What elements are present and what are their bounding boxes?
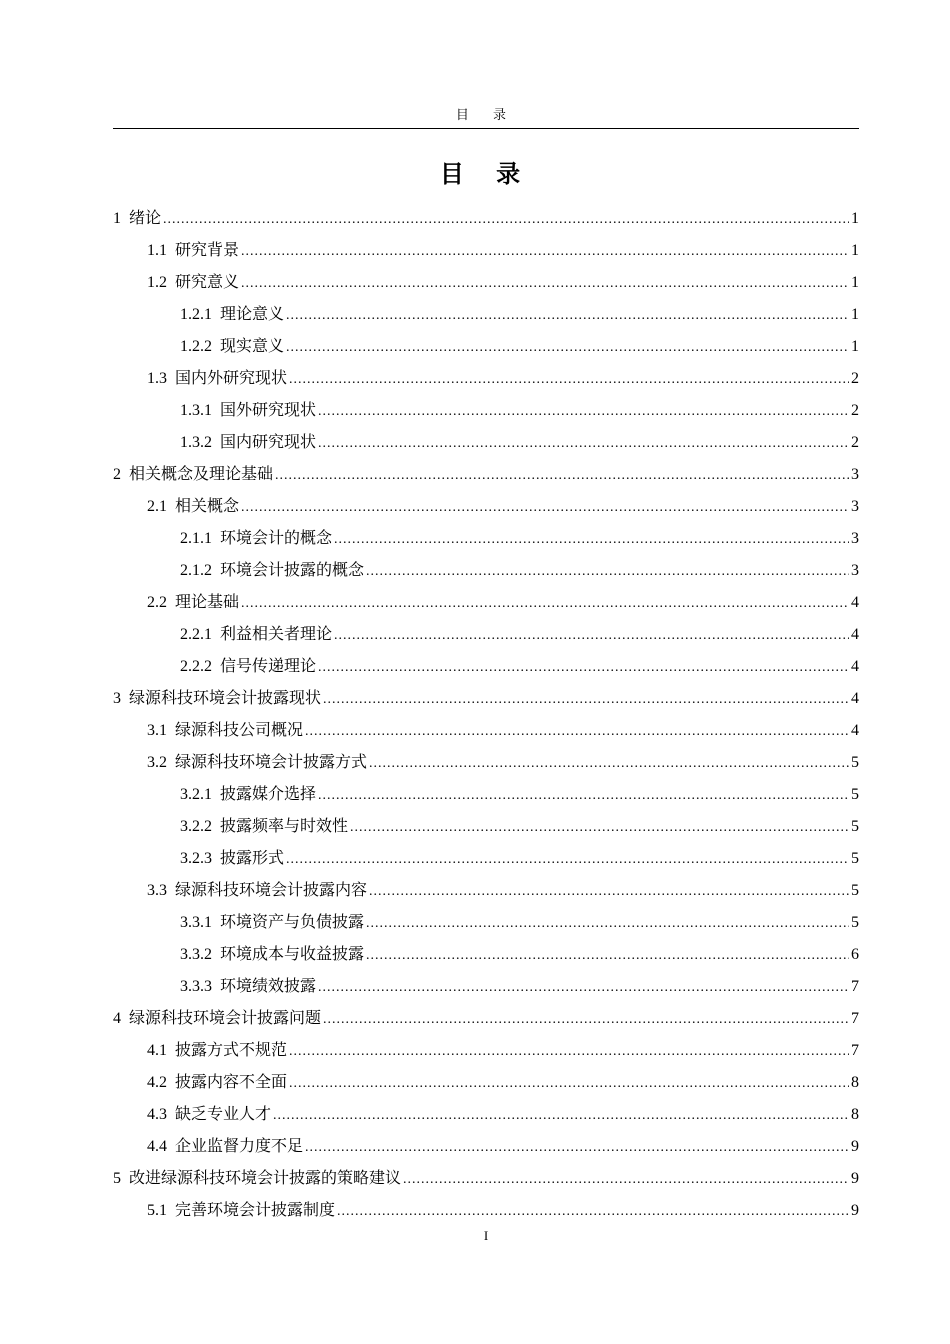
toc-entry[interactable] <box>113 1162 859 1194</box>
toc-entry-title: 完善环境会计披露制度 <box>175 1200 336 1219</box>
toc-entry-title: 环境资产与负债披露 <box>220 912 365 931</box>
toc-entry-page: 5 <box>851 850 859 867</box>
toc-entry-title: 研究背景 <box>175 240 240 259</box>
toc-entry-page: 8 <box>851 1074 859 1091</box>
toc-entry-title: 企业监督力度不足 <box>175 1136 304 1155</box>
toc-entry-page: 9 <box>851 1202 859 1219</box>
toc-entry[interactable] <box>113 810 859 842</box>
toc-entry-number: 2.1.2 <box>180 562 212 579</box>
toc-entry-page: 4 <box>851 722 859 739</box>
toc-entry-title: 披露形式 <box>220 848 285 867</box>
toc-entry-title: 披露方式不规范 <box>175 1040 288 1059</box>
toc-entry-page: 5 <box>851 818 859 835</box>
toc-entry-title: 绿源科技环境会计披露内容 <box>175 880 368 899</box>
toc-entry-page: 5 <box>851 914 859 931</box>
toc-dot-leader <box>305 716 849 748</box>
toc-entry[interactable] <box>113 426 859 458</box>
toc-dot-leader <box>366 940 849 972</box>
toc-entry-title: 环境绩效披露 <box>220 976 317 995</box>
toc-entry[interactable] <box>113 458 859 490</box>
running-header: 目 录 <box>455 108 517 123</box>
toc-entry-title: 改进绿源科技环境会计披露的策略建议 <box>129 1168 402 1187</box>
toc-entry-number: 2.2.2 <box>180 658 212 675</box>
toc-entry-page: 7 <box>851 1042 859 1059</box>
toc-entry-page: 7 <box>851 1010 859 1027</box>
toc-entry-page: 4 <box>851 658 859 675</box>
toc-entry[interactable] <box>113 682 859 714</box>
toc-entry[interactable] <box>113 1098 859 1130</box>
toc-entry-title: 现实意义 <box>220 336 285 355</box>
toc-entry-page: 7 <box>851 978 859 995</box>
toc-dot-leader <box>366 908 849 940</box>
toc-dot-leader <box>369 876 849 908</box>
toc-dot-leader <box>318 396 849 428</box>
toc-dot-leader <box>241 588 849 620</box>
toc-entry-number: 2.1.1 <box>180 530 212 547</box>
toc-entry-title: 披露媒介选择 <box>220 784 317 803</box>
toc-entry-page: 4 <box>851 690 859 707</box>
toc-entry[interactable] <box>113 746 859 778</box>
toc-entry-title: 国内外研究现状 <box>175 368 288 387</box>
toc-entry[interactable] <box>113 330 859 362</box>
toc-entry-page: 1 <box>851 242 859 259</box>
toc-entry-page: 9 <box>851 1138 859 1155</box>
page-title: 目 录 <box>439 160 533 188</box>
toc-entry[interactable] <box>113 490 859 522</box>
toc-entry-title: 国外研究现状 <box>220 400 317 419</box>
toc-entry[interactable] <box>113 234 859 266</box>
toc-entry-title: 信号传递理论 <box>220 656 317 675</box>
toc-entry-page: 2 <box>851 370 859 387</box>
toc-dot-leader <box>289 1068 849 1100</box>
toc-entry-number: 4.4 <box>147 1138 167 1155</box>
toc-entry[interactable] <box>113 874 859 906</box>
toc-entry[interactable] <box>113 362 859 394</box>
toc-entry-page: 1 <box>851 306 859 323</box>
toc-entry-number: 2.2 <box>147 594 167 611</box>
toc-entry-page: 8 <box>851 1106 859 1123</box>
toc-entry-number: 2 <box>113 466 121 483</box>
toc-entry-title: 相关概念 <box>175 496 240 515</box>
toc-dot-leader <box>334 524 849 556</box>
toc-entry-title: 绪论 <box>129 208 162 227</box>
toc-dot-leader <box>323 1004 849 1036</box>
header-rule <box>113 128 859 129</box>
toc-entry-number: 1.2 <box>147 274 167 291</box>
toc-dot-leader <box>403 1164 849 1196</box>
toc-entry-page: 6 <box>851 946 859 963</box>
toc-entry-page: 2 <box>851 434 859 451</box>
toc-entry-title: 披露频率与时效性 <box>220 816 349 835</box>
toc-entry-number: 4.2 <box>147 1074 167 1091</box>
toc-entry-number: 4 <box>113 1010 121 1027</box>
toc-dot-leader <box>286 844 849 876</box>
toc-entry-title: 绿源科技环境会计披露现状 <box>129 688 322 707</box>
toc-entry-number: 3.2.3 <box>180 850 212 867</box>
toc-dot-leader <box>241 492 849 524</box>
toc-entry-number: 1.3.2 <box>180 434 212 451</box>
toc-dot-leader <box>241 268 849 300</box>
toc-entry-page: 4 <box>851 594 859 611</box>
table-of-contents <box>113 202 859 1226</box>
toc-entry-page: 3 <box>851 530 859 547</box>
toc-entry-title: 利益相关者理论 <box>220 624 333 643</box>
toc-entry[interactable] <box>113 1002 859 1034</box>
toc-entry[interactable] <box>113 586 859 618</box>
toc-dot-leader <box>275 460 849 492</box>
toc-entry-page: 1 <box>851 274 859 291</box>
toc-entry-title: 相关概念及理论基础 <box>129 464 274 483</box>
toc-dot-leader <box>286 300 849 332</box>
toc-entry-title: 理论意义 <box>220 304 285 323</box>
toc-entry-number: 2.2.1 <box>180 626 212 643</box>
toc-dot-leader <box>318 428 849 460</box>
toc-entry[interactable] <box>113 938 859 970</box>
toc-dot-leader <box>318 652 849 684</box>
toc-entry-number: 3 <box>113 690 121 707</box>
toc-entry[interactable] <box>113 1034 859 1066</box>
toc-dot-leader <box>350 812 849 844</box>
toc-entry-title: 环境会计披露的概念 <box>220 560 365 579</box>
toc-entry[interactable] <box>113 650 859 682</box>
toc-dot-leader <box>305 1132 849 1164</box>
toc-entry[interactable] <box>113 202 859 234</box>
toc-entry-number: 3.3 <box>147 882 167 899</box>
toc-entry[interactable] <box>113 522 859 554</box>
toc-entry[interactable] <box>113 266 859 298</box>
toc-entry-title: 绿源科技环境会计披露方式 <box>175 752 368 771</box>
toc-entry-number: 1 <box>113 210 121 227</box>
toc-entry-page: 3 <box>851 466 859 483</box>
toc-dot-leader <box>334 620 849 652</box>
toc-entry-title: 缺乏专业人才 <box>175 1104 272 1123</box>
toc-dot-leader <box>273 1100 849 1132</box>
toc-entry-number: 3.2.1 <box>180 786 212 803</box>
toc-entry-number: 2.1 <box>147 498 167 515</box>
toc-dot-leader <box>337 1196 849 1228</box>
toc-entry-number: 1.1 <box>147 242 167 259</box>
toc-entry[interactable] <box>113 554 859 586</box>
toc-dot-leader <box>286 332 849 364</box>
toc-entry-title: 披露内容不全面 <box>175 1072 288 1091</box>
toc-entry-title: 绿源科技公司概况 <box>175 720 304 739</box>
toc-dot-leader <box>289 1036 849 1068</box>
toc-entry[interactable] <box>113 842 859 874</box>
toc-dot-leader <box>369 748 849 780</box>
page-number: I <box>483 1228 489 1243</box>
toc-entry-number: 1.2.1 <box>180 306 212 323</box>
toc-entry-title: 环境会计的概念 <box>220 528 333 547</box>
toc-entry-number: 5 <box>113 1170 121 1187</box>
toc-entry[interactable] <box>113 394 859 426</box>
toc-entry-page: 3 <box>851 498 859 515</box>
toc-entry-number: 4.3 <box>147 1106 167 1123</box>
toc-entry[interactable] <box>113 618 859 650</box>
toc-dot-leader <box>318 780 849 812</box>
toc-entry[interactable] <box>113 778 859 810</box>
toc-dot-leader <box>163 204 849 236</box>
toc-entry-page: 9 <box>851 1170 859 1187</box>
toc-entry-page: 3 <box>851 562 859 579</box>
toc-entry-number: 3.3.2 <box>180 946 212 963</box>
toc-dot-leader <box>323 684 849 716</box>
toc-entry-title: 研究意义 <box>175 272 240 291</box>
toc-entry-number: 5.1 <box>147 1202 167 1219</box>
toc-entry-page: 4 <box>851 626 859 643</box>
toc-entry-title: 环境成本与收益披露 <box>220 944 365 963</box>
toc-entry-number: 4.1 <box>147 1042 167 1059</box>
toc-entry-title: 国内研究现状 <box>220 432 317 451</box>
toc-entry-title: 理论基础 <box>175 592 240 611</box>
toc-entry-page: 5 <box>851 882 859 899</box>
toc-entry[interactable] <box>113 1066 859 1098</box>
toc-entry[interactable] <box>113 1194 859 1226</box>
toc-entry[interactable] <box>113 1130 859 1162</box>
toc-entry-page: 1 <box>851 210 859 227</box>
toc-entry-number: 3.3.1 <box>180 914 212 931</box>
toc-entry-number: 3.2 <box>147 754 167 771</box>
toc-entry[interactable] <box>113 714 859 746</box>
toc-entry-page: 2 <box>851 402 859 419</box>
toc-dot-leader <box>318 972 849 1004</box>
toc-entry-number: 3.2.2 <box>180 818 212 835</box>
toc-dot-leader <box>241 236 849 268</box>
toc-dot-leader <box>366 556 849 588</box>
toc-entry-number: 3.3.3 <box>180 978 212 995</box>
toc-entry-page: 5 <box>851 754 859 771</box>
toc-entry[interactable] <box>113 906 859 938</box>
toc-entry-page: 1 <box>851 338 859 355</box>
toc-entry-number: 1.3 <box>147 370 167 387</box>
toc-entry[interactable] <box>113 298 859 330</box>
toc-entry-title: 绿源科技环境会计披露问题 <box>129 1008 322 1027</box>
toc-dot-leader <box>289 364 849 396</box>
toc-entry[interactable] <box>113 970 859 1002</box>
toc-entry-number: 1.3.1 <box>180 402 212 419</box>
toc-entry-number: 1.2.2 <box>180 338 212 355</box>
toc-entry-number: 3.1 <box>147 722 167 739</box>
toc-entry-page: 5 <box>851 786 859 803</box>
